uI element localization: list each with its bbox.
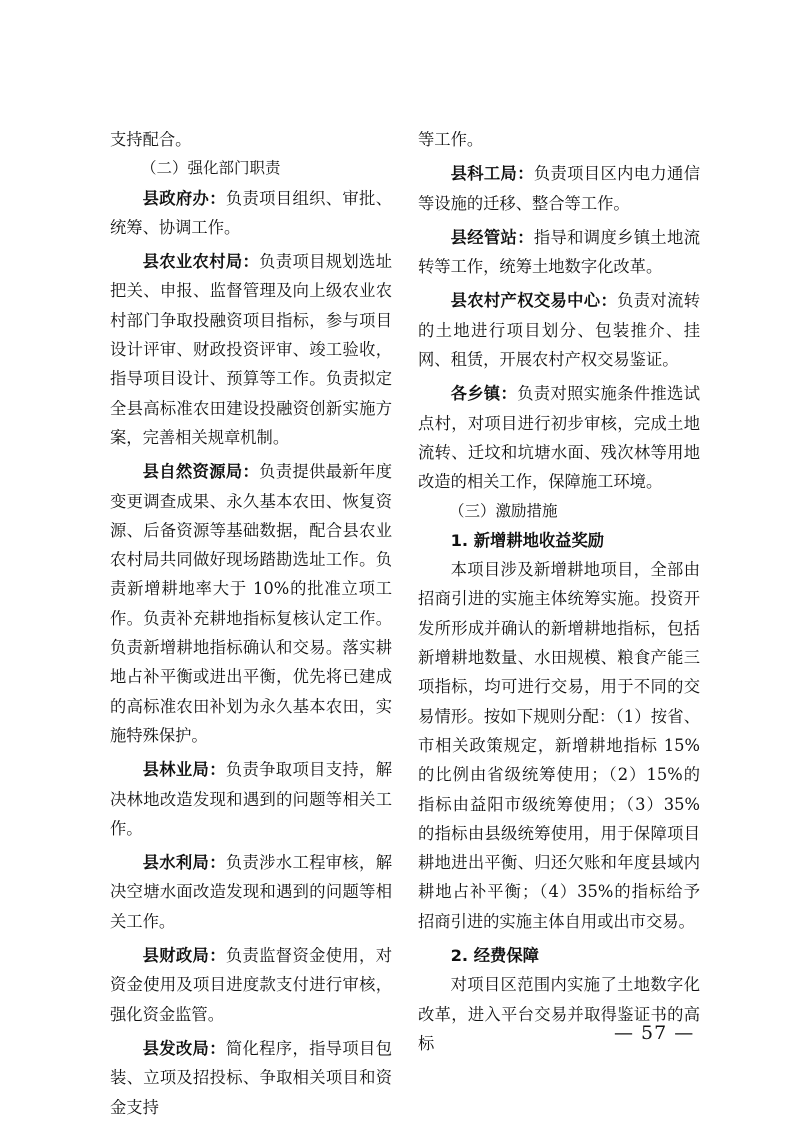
paragraph: 县林业局：负责争取项目支持，解决林地改造发现和遇到的问题等相关工作。 bbox=[110, 760, 392, 838]
paragraph-lead: 县水利局： bbox=[142, 853, 226, 873]
paragraph: 本项目涉及新增耕地项目，全部由招商引进的实施主体统筹实施。投资开发所形成并确认的新增耕地指标，包括新增耕地数量、水田规模、粮食产能三项指标，均可进行交易，用于不同的交易情形。按如下规则分配：（1）按省、市相关政策规定，新增耕地指标 15%的比例由省级统筹使用；（2）15%的指标由益阳市级统筹使用；（3）35%的指标由县级统筹使用，用于保障项目耕地进出平衡、归还欠账和年度县域内耕地占补平衡；（4）35%的指标给予招商引进的实施主体自用或出市交易。 bbox=[418, 560, 700, 931]
paragraph: 支持配合。 bbox=[110, 130, 192, 149]
right-column bbox=[418, 125, 700, 1058]
paragraph-lead: 县科工局： bbox=[450, 164, 534, 184]
paragraph-lead: 县自然资源局： bbox=[142, 462, 260, 482]
paragraph: 等工作。 bbox=[418, 130, 484, 149]
paragraph: 各乡镇：负责对照实施条件推选试点村，对项目进行初步审核，完成土地流转、迁坟和坑塘水面、残次林等用地改造的相关工作，保障施工环境。 bbox=[418, 384, 700, 492]
paragraph-lead: 各乡镇： bbox=[450, 384, 518, 404]
paragraph: 县科工局：负责项目区内电力通信等设施的迁移、整合等工作。 bbox=[418, 164, 700, 213]
paragraph: 县发改局：简化程序，指导项目包装、立项及招投标、争取相关项目和资金支持 bbox=[110, 1038, 392, 1117]
paragraph-lead: 县林业局： bbox=[142, 760, 226, 780]
paragraph: 县农业农村局：负责项目规划选址把关、申报、监督管理及向上级农业农村部门争取投融资项目指标，参与项目设计评审、财政投资评审、竣工验收，指导项目设计、预算等工作。负责拟定全县高标准农田建设投融资创新实施方案，完善相关规章机制。 bbox=[110, 252, 392, 447]
subsection-heading: 2. 经费保障 bbox=[450, 946, 539, 966]
paragraph-lead: 县政府办： bbox=[142, 188, 226, 208]
left-column bbox=[110, 125, 392, 1122]
paragraph: 县自然资源局：负责提供最新年度变更调查成果、永久基本农田、恢复资源、后备资源等基础数据，配合县农业农村局共同做好现场踏勘选址工作。负责新增耕地率大于 10%的批准立项工作。负责补充耕地指标复核认定工作。负责新增耕地指标确认和交易。落实耕地占补平衡或进出平衡，优先将已建成的高标准农田补划为永久基本农田，实施特殊保护。 bbox=[110, 462, 392, 745]
subsection-heading: 1. 新增耕地收益奖励 bbox=[450, 530, 605, 550]
paragraph: 县水利局：负责涉水工程审核，解决空塘水面改造发现和遇到的问题等相关工作。 bbox=[110, 853, 392, 931]
paragraph-lead: 县农村产权交易中心： bbox=[450, 291, 618, 311]
paragraph-lead: 县发改局： bbox=[142, 1038, 226, 1058]
paragraph: 县财政局：负责监督资金使用，对资金使用及项目进度款支付进行审核，强化资金监管。 bbox=[110, 946, 392, 1024]
section-heading: （二）强化部门职责 bbox=[141, 159, 281, 178]
paragraph-lead: 县经管站： bbox=[450, 227, 534, 247]
section-heading: （三）激励措施 bbox=[449, 501, 558, 520]
paragraph-lead: 县财政局： bbox=[142, 946, 226, 966]
paragraph-lead: 县农业农村局： bbox=[142, 252, 260, 272]
paragraph: 县政府办：负责项目组织、审批、统筹、协调工作。 bbox=[110, 188, 392, 237]
paragraph: 对项目区范围内实施了土地数字化改革，进入平台交易并取得鉴证书的高标 bbox=[418, 975, 700, 1053]
page-number: — 57 — bbox=[614, 1022, 695, 1044]
paragraph: 县经管站：指导和调度乡镇土地流转等工作，统筹土地数字化改革。 bbox=[418, 227, 700, 277]
paragraph: 县农村产权交易中心：负责对流转的土地进行项目划分、包装推介、挂网、租赁，开展农村产权交易鉴证。 bbox=[418, 291, 700, 370]
